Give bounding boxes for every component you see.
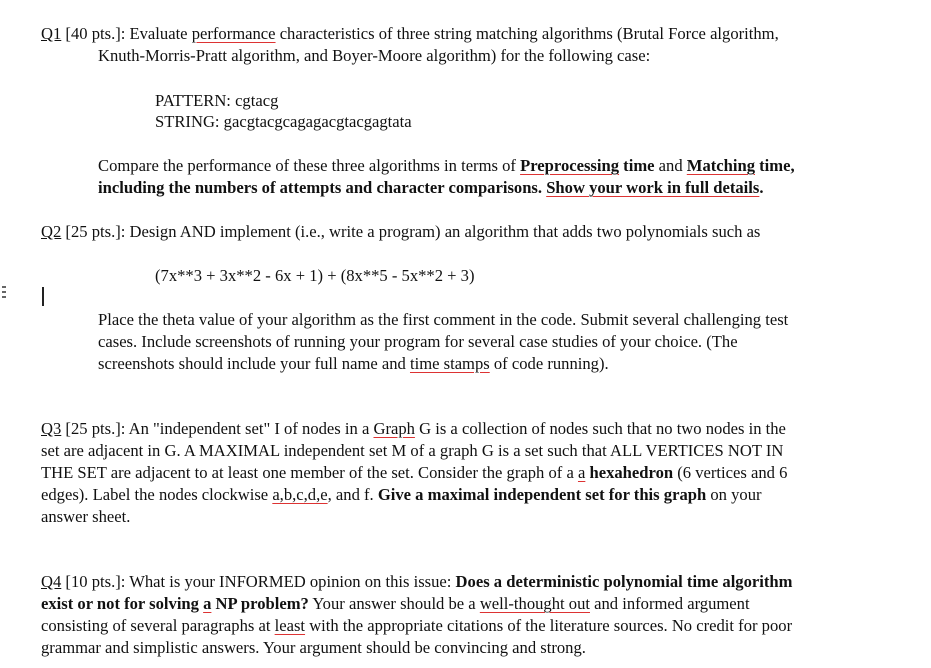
q2-p1: Place the theta value of your algorithm as the first comment in the code. Submit several challenging test xyxy=(98,310,789,329)
q3-text2: G is a collection of nodes such that no two nodes in the xyxy=(414,419,786,438)
q1-text: characteristics of three string matching algorithms (Brutal Force algorithm, xyxy=(275,24,779,43)
q4-line1 xyxy=(41,571,792,593)
q4-l2-end: and informed argument xyxy=(589,594,750,613)
q4-bold2b: NP problem? xyxy=(211,594,309,613)
q2-line1 xyxy=(41,221,760,243)
spell-word: least xyxy=(274,616,306,635)
q3-l4-bold: Give a maximal independent set for this graph xyxy=(377,485,707,504)
margin-marker xyxy=(2,286,12,302)
q1-compare-text: Compare the performance of these three algorithms in terms of xyxy=(98,156,521,175)
q2-p3-end: of code running). xyxy=(489,354,609,373)
q3-line4 xyxy=(41,484,762,506)
spell-word: a,b,c,d,e xyxy=(272,485,328,504)
q3-l4-mid: , and f. xyxy=(327,485,378,504)
q4-line2 xyxy=(41,593,750,615)
q3-line3 xyxy=(41,462,787,484)
q3-number: Q3 xyxy=(41,419,62,438)
q3-hexahedron: hexahedron xyxy=(585,463,674,482)
spell-word: performance xyxy=(191,24,276,43)
q3-l4-text: edges). Label the nodes clockwise xyxy=(41,485,273,504)
q1-number: Q1 xyxy=(41,24,62,43)
q1-compare-line xyxy=(98,155,795,177)
q2-p3-text: screenshots should include your full name and xyxy=(98,354,410,373)
q1-time2: time, xyxy=(755,156,795,175)
q4-text: [10 pts.]: What is your INFORMED opinion on this issue: xyxy=(61,572,456,591)
q1-pattern: PATTERN: cgtacg xyxy=(155,91,279,110)
q2-p2: cases. Include screenshots of running your program for several case studies of your choice. (The xyxy=(98,332,738,351)
q4-l2-text: Your answer should be a xyxy=(308,594,480,613)
q3-text: [25 pts.]: An "independent set" I of nodes in a xyxy=(61,419,374,438)
q1-period: . xyxy=(759,178,764,197)
q4-l3-end: with the appropriate citations of the literature sources. No credit for poor xyxy=(305,616,793,635)
q1-line1 xyxy=(41,23,779,45)
q2-polynomial: (7x**3 + 3x**2 - 6x + 1) + (8x**5 - 5x**2 + 3) xyxy=(155,266,475,285)
spell-word: a xyxy=(577,463,586,482)
q4-line4: grammar and simplistic answers. Your argument should be convincing and strong. xyxy=(41,638,586,657)
q3-l3-end: (6 vertices and 6 xyxy=(673,463,788,482)
spell-word: a xyxy=(203,594,212,613)
q4-line3 xyxy=(41,615,792,637)
q1-time: time xyxy=(619,156,655,175)
q1-pts: [40 pts.]: Evaluate xyxy=(61,24,192,43)
spell-word: well-thought out xyxy=(479,594,590,613)
q1-bold-text: including the numbers of attempts and character comparisons. xyxy=(98,178,547,197)
q1-and: and xyxy=(654,156,687,175)
q3-l4-end: on your xyxy=(706,485,762,504)
q1-line2: Knuth-Morris-Pratt algorithm, and Boyer-Moore algorithm) for the following case: xyxy=(98,46,651,65)
text-cursor xyxy=(42,287,44,306)
spell-word: Graph xyxy=(373,419,415,438)
spell-word: Preprocessing xyxy=(520,156,620,175)
q4-l3-text: consisting of several paragraphs at xyxy=(41,616,275,635)
spell-word: Show your work in full details xyxy=(546,178,760,197)
q3-l3-text: THE SET are adjacent to at least one member of the set. Consider the graph of a xyxy=(41,463,578,482)
q4-bold2a: exist or not for solving xyxy=(41,594,204,613)
q2-number: Q2 xyxy=(41,222,62,241)
q2-p3 xyxy=(98,353,609,375)
spell-word: Matching xyxy=(686,156,755,175)
q4-number: Q4 xyxy=(41,572,62,591)
spell-word: time stamps xyxy=(409,354,490,373)
q2-text: [25 pts.]: Design AND implement (i.e., write a program) an algorithm that adds two polynomials such as xyxy=(61,222,761,241)
q3-line2: set are adjacent in G. A MAXIMAL independent set M of a graph G is a set such that ALL VERTICES NOT IN xyxy=(41,441,784,460)
q1-string: STRING: gacgtacgcagagacgtacgagtata xyxy=(155,112,412,131)
q4-bold1: Does a deterministic polynomial time algorithm xyxy=(455,572,793,591)
q3-line5: answer sheet. xyxy=(41,507,131,526)
q1-bold-line xyxy=(98,177,764,199)
q3-line1 xyxy=(41,418,786,440)
